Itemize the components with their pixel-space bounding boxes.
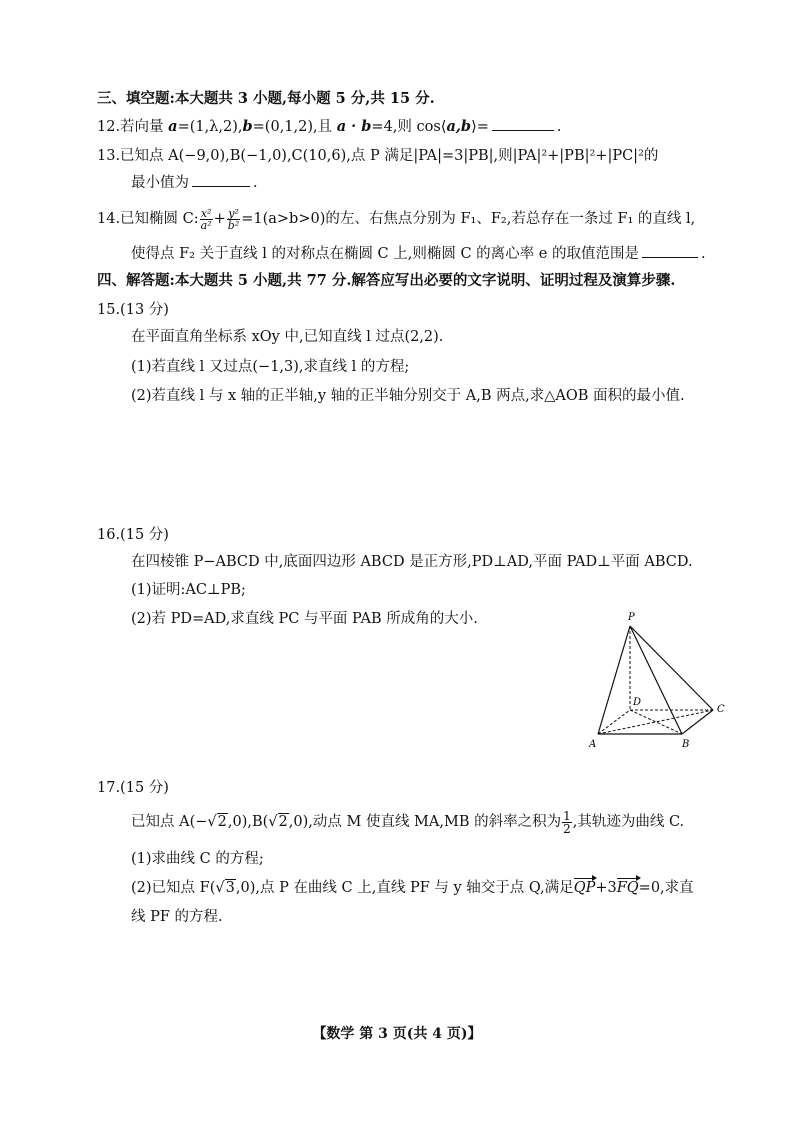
q14-fraction-x — [200, 208, 213, 231]
question-16-part-2: (2)若 PD=AD,求直线 PC 与平面 PAB 所成角的大小. — [131, 611, 478, 627]
q14-text: 使得点 F₂ 关于直线 l 的对称点在椭圆 C 上,则椭圆 C 的离心率 e 的取值范围是 — [131, 246, 639, 262]
q12-tail: . — [556, 119, 562, 135]
question-16-part-1: (1)证明:AC⊥PB; — [131, 582, 246, 598]
q17-text: ,0),动点 M 使直线 MA,MB 的斜率之积为 — [288, 814, 562, 830]
q17-text: +3 — [595, 880, 617, 896]
q12-text: =(0,1,2),且 — [252, 119, 337, 135]
section-3-title: 三、填空题:本大题共 3 小题,每小题 5 分,共 15 分. — [97, 90, 435, 107]
question-14-line-2 — [131, 243, 706, 264]
q17-text: 已知点 A(− — [131, 814, 208, 830]
label-c: C — [717, 704, 725, 715]
q17-text: ,0),点 P 在曲线 C 上,直线 PF 与 y 轴交于点 Q,满足 — [235, 880, 574, 896]
q12-vector-b: b — [242, 118, 253, 135]
q17-sqrt-3: 3 — [225, 880, 235, 896]
q14-frac-den: a² — [200, 218, 212, 232]
q12-text: 12.若向量 — [97, 119, 169, 135]
pyramid-figure — [580, 606, 740, 756]
question-16-stem: 在四棱锥 P−ABCD 中,底面四边形 ABCD 是正方形,PD⊥AD,平面 PAD⊥平面 ABCD. — [131, 554, 693, 570]
q17-text: ,0),B( — [227, 814, 269, 830]
question-12 — [97, 116, 561, 137]
q17-text: ,其轨迹为曲线 C. — [572, 814, 685, 830]
q14-answer-blank[interactable] — [642, 243, 698, 258]
q17-sqrt-2: 2 — [217, 814, 227, 830]
q14-text: 14.已知椭圆 C: — [97, 211, 199, 227]
question-13-line-1: 13.已知点 A(−9,0),B(−1,0),C(10,6),点 P 满足|PA|=3|PB|,则|PA|²+|PB|²+|PC|²的 — [97, 148, 659, 164]
question-14-line-1 — [97, 205, 695, 233]
q12-dot-product: a · b — [336, 118, 372, 135]
question-17-part-2-line-2: 线 PF 的方程. — [131, 909, 223, 925]
question-15-header: 15.(13 分) — [97, 302, 169, 318]
question-17-header: 17.(15 分) — [97, 780, 169, 796]
question-16-header: 16.(15 分) — [97, 527, 169, 543]
q17-vector-qp: QP — [573, 880, 596, 896]
q12-cos-args: a,b — [446, 118, 472, 135]
q13-answer-blank[interactable] — [192, 172, 250, 187]
question-15-part-2: (2)若直线 l 与 x 轴的正半轴,y 轴的正半轴分别交于 A,B 两点,求△AOB 面积的最小值. — [131, 388, 685, 404]
q17-frac-den: 2 — [563, 821, 571, 836]
q12-vector-a: a — [168, 118, 178, 135]
question-13-line-2 — [131, 172, 258, 193]
page-footer: 【数学 第 3 页(共 4 页)】 — [312, 1026, 482, 1042]
edge-pa — [598, 626, 630, 734]
q13-tail: . — [253, 175, 258, 191]
edge-pc — [630, 626, 713, 710]
label-p: P — [628, 612, 635, 623]
q14-frac-num: x² — [200, 206, 212, 220]
q12-text: =(1,λ,2), — [177, 119, 243, 135]
diagonal-ac — [598, 710, 713, 734]
q17-text: (2)已知点 F( — [131, 880, 216, 896]
q17-text: =0,求直 — [638, 880, 694, 896]
q12-text: ⟩= — [471, 119, 489, 135]
question-15-part-1: (1)若直线 l 又过点(−1,3),求直线 l 的方程; — [131, 359, 410, 375]
q14-tail: . — [700, 246, 706, 262]
q17-fraction-half — [562, 810, 572, 835]
q17-frac-num: 1 — [563, 808, 571, 823]
section-4-title: 四、解答题:本大题共 5 小题,共 77 分.解答应写出必要的文字说明、证明过程及演算步骤. — [97, 272, 676, 289]
question-17-stem: 已知点 A(−√2,0),B(√2,0),动点 M 使直线 MA,MB 的斜率之积为 $\frac{1}{2}$ ,其轨迹为曲线 C. — [131, 808, 685, 836]
q13-text: 最小值为 — [131, 175, 189, 191]
label-a: A — [589, 739, 597, 750]
q17-vector-fq: FQ — [616, 880, 639, 896]
q14-frac-den: b² — [227, 218, 240, 232]
q14-plus: + — [213, 211, 226, 227]
q17-sqrt-2: 2 — [278, 814, 288, 830]
diagonal-bd — [630, 710, 682, 734]
q14-text: =1(a>b>0)的左、右焦点分别为 F₁、F₂,若总存在一条过 F₁ 的直线 l, — [241, 211, 696, 227]
edge-pb — [630, 626, 682, 734]
question-17-part-1: (1)求曲线 C 的方程; — [131, 851, 264, 867]
q12-answer-blank[interactable] — [492, 116, 554, 131]
label-b: B — [682, 739, 690, 750]
q14-fraction-y — [227, 208, 240, 231]
label-d: D — [633, 697, 642, 708]
q12-text: =4,则 cos⟨ — [371, 119, 447, 135]
question-17-part-2: (2)已知点 F(√3,0),点 P 在曲线 C 上,直线 PF 与 y 轴交于点 Q,满足QP+3FQ=0,求直 — [131, 880, 694, 896]
q14-frac-num: y² — [228, 206, 239, 220]
question-15-stem: 在平面直角坐标系 xOy 中,已知直线 l 过点(2,2). — [131, 329, 444, 345]
